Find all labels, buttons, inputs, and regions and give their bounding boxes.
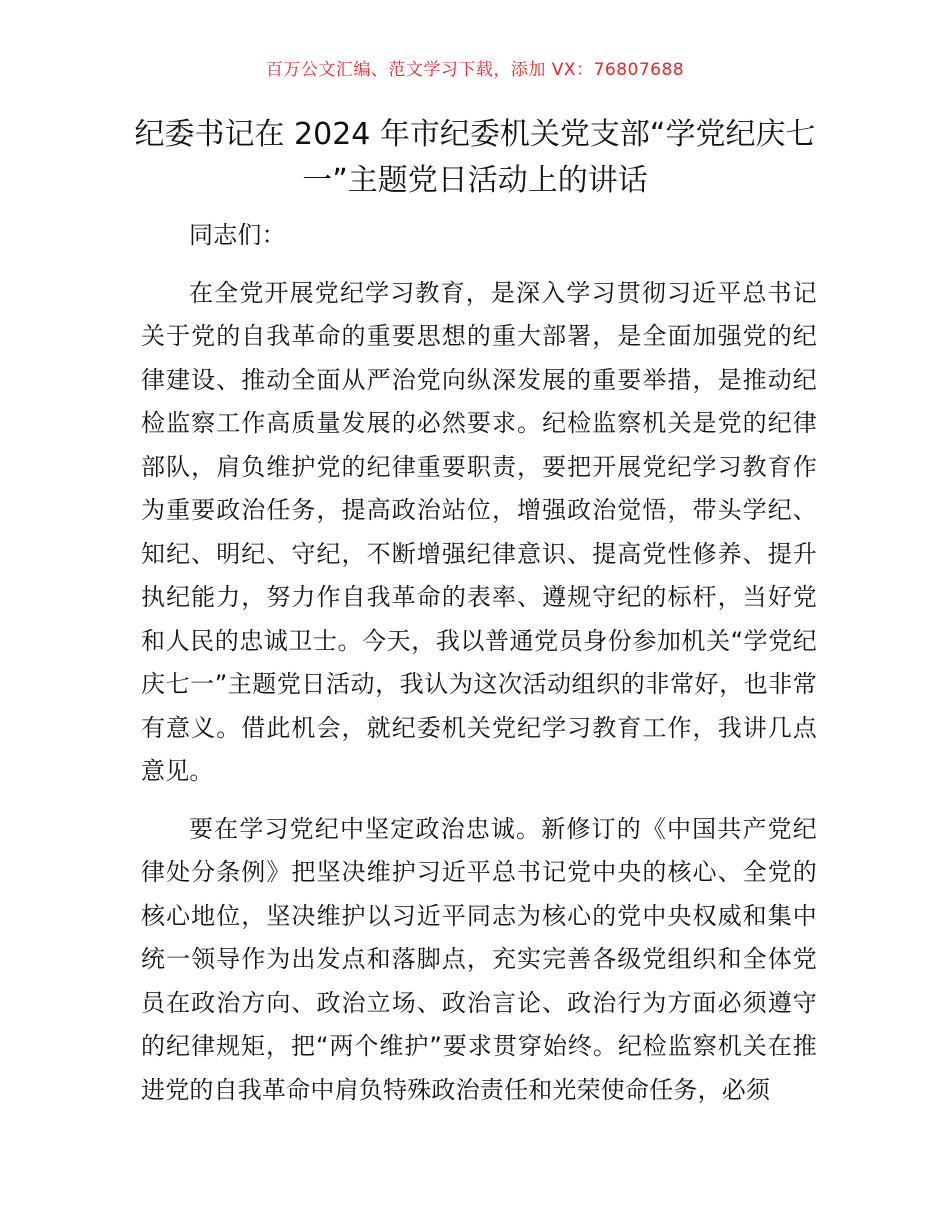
salutation: 同志们： <box>189 221 286 249</box>
promo-banner: 百万公文汇编、范文学习下载，添加 VX：76807688 <box>265 60 685 80</box>
paragraph-2: 要在学习党纪中坚定政治忠诚。新修订的《中国共产党纪律处分条例》把坚决维护习近平总书记党中央的核心、全党的核心地位，坚决维护以习近平同志为核心的党中央权威和集中统一领导作为出发点和落脚点，充实完善各级党组织和全体党员在政治方向、政治立场、政治言论、政治行为方面必须遵守的纪律规矩，把“两个维护”要求贯穿始终。纪检监察机关在推进党的自我革命中肩负特殊政治责任和光荣使命任务，必须 <box>141 814 817 1104</box>
paragraph-1: 在全党开展党纪学习教育，是深入学习贯彻习近平总书记关于党的自我革命的重要思想的重大部署，是全面加强党的纪律建设、推动全面从严治党向纵深发展的重要举措，是推动纪检监察工作高质量发展的必然要求。纪检监察机关是党的纪律部队，肩负维护党的纪律重要职责，要把开展党纪学习教育作为重要政治任务，提高政治站位，增强政治觉悟，带头学纪、知纪、明纪、守纪，不断增强纪律意识、提高党性修养、提升执纪能力，努力作自我革命的表率、遵规守纪的标杆，当好党和人民的忠诚卫士。今天，我以普通党员身份参加机关“学党纪庆七一”主题党日活动，我认为这次活动组织的非常好，也非常有意义。借此机会，就纪委机关党纪学习教育工作，我讲几点意见。 <box>141 278 817 785</box>
document-title: 纪委书记在 2024 年市纪委机关党支部“学党纪庆七一”主题党日活动上的讲话 <box>134 117 816 198</box>
document-body <box>141 214 817 1112</box>
